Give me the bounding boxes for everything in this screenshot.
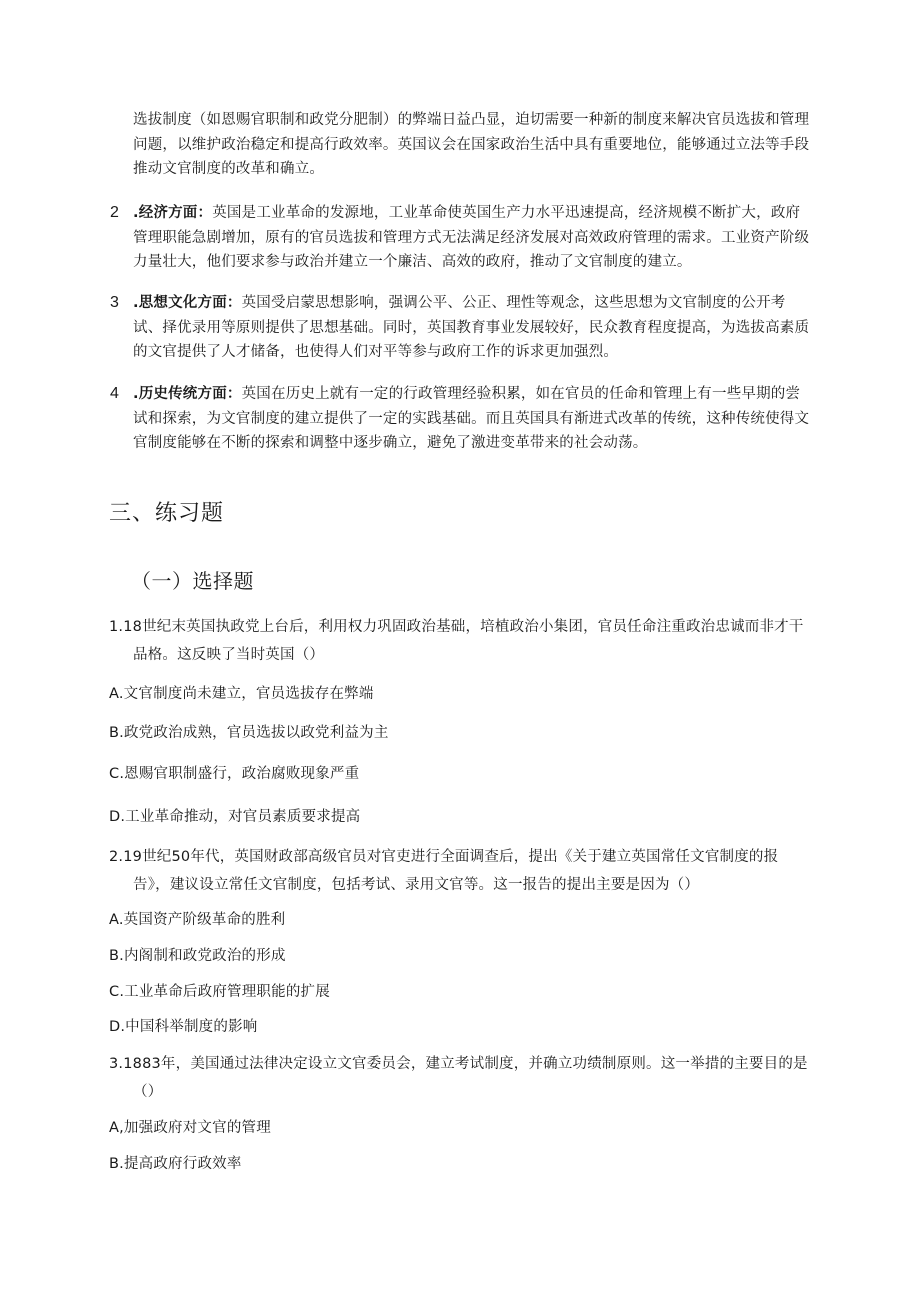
question-3-option-a: A,加强政府对文官的管理 — [109, 1120, 271, 1136]
factor-item-history — [110, 382, 813, 456]
factor-title: .历史传统方面： — [133, 386, 242, 402]
question-1-option-b: B.政党政治成熟，官员选拔以政党利益为主 — [109, 725, 389, 741]
question-2-option-d: D.中国科举制度的影响 — [109, 1019, 258, 1035]
factor-text: 英国受启蒙思想影响，强调公平、公正、理性等观念，这些思想为文官制度的公开考试、择优录用等原则提供了思想基础。同时，英国教育事业发展较好，民众教育程度提高，为选拔高素质的文官提供了人才储备，也使得人们对平等参与政府工作的诉求更加强烈。 — [133, 295, 810, 360]
factor-text: 英国在历史上就有一定的行政管理经验积累，如在官员的任命和管理上有一些早期的尝试和探索，为文官制度的建立提供了一定的实践基础。而且英国具有渐进式改革的传统，这种传统使得文官制度能够在不断的探索和调整中逐步确立，避免了激进变革带来的社会动荡。 — [133, 386, 810, 451]
question-2-option-b: B.内阁制和政党政治的形成 — [109, 948, 286, 964]
question-3-option-b: B.提高政府行政效率 — [109, 1156, 242, 1172]
question-2-stem: 2.19世纪50年代，英国财政部高级官员对官吏进行全面调查后，提出《关于建立英国常任文官制度的报告》，建议设立常任文官制度，包括考试、录用文官等。这一报告的提出主要是因为（） — [109, 849, 779, 893]
question-1-option-a: A.文官制度尚未建立，官员选拔存在弊端 — [109, 686, 374, 702]
factor-text: 英国是工业革命的发源地，工业革命使英国生产力水平迅速提高，经济规模不断扩大，政府管理职能急剧增加，原有的官员选拔和管理方式无法满足经济发展对高效政府管理的需求。工业资产阶级力量壮大，他们要求参与政治并建立一个廉洁、高效的政府，推动了文官制度的建立。 — [133, 205, 810, 270]
question-2-option-a: A.英国资产阶级革命的胜利 — [109, 912, 286, 928]
section-heading: 三、练习题 — [109, 501, 225, 526]
factor-item-economy — [110, 201, 813, 275]
factor-number: 2 — [110, 204, 120, 221]
factor-item-culture — [110, 291, 813, 365]
question-1-option-c: C.恩赐官职制盛行，政治腐败现象严重 — [109, 766, 360, 782]
question-1-option-d: D.工业革命推动，对官员素质要求提高 — [109, 809, 361, 825]
question-3-stem: 3.1883年，美国通过法律决定设立文官委员会，建立考试制度，并确立功绩制原则。这一举措的主要目的是（） — [109, 1056, 808, 1100]
question-1-stem: 1.18世纪末英国执政党上台后，利用权力巩固政治基础，培植政治小集团，官员任命注重政治忠诚而非才干品格。这反映了当时英国（） — [109, 619, 804, 663]
factor-number: 3 — [110, 294, 120, 311]
factor-number: 4 — [110, 385, 120, 402]
intro-paragraph: 选拔制度（如恩赐官职制和政党分肥制）的弊端日益凸显，迫切需要一种新的制度来解决官员选拔和管理问题，以维护政治稳定和提高行政效率。英国议会在国家政治生活中具有重要地位，能够通过立法等手段推动文官制度的改革和确立。 — [133, 112, 810, 177]
question-2-option-c: C.工业革命后政府管理职能的扩展 — [109, 984, 330, 1000]
factor-title: .经济方面： — [133, 205, 213, 221]
subsection-heading: （一）选择题 — [131, 569, 254, 593]
factor-title: .思想文化方面： — [133, 295, 242, 311]
